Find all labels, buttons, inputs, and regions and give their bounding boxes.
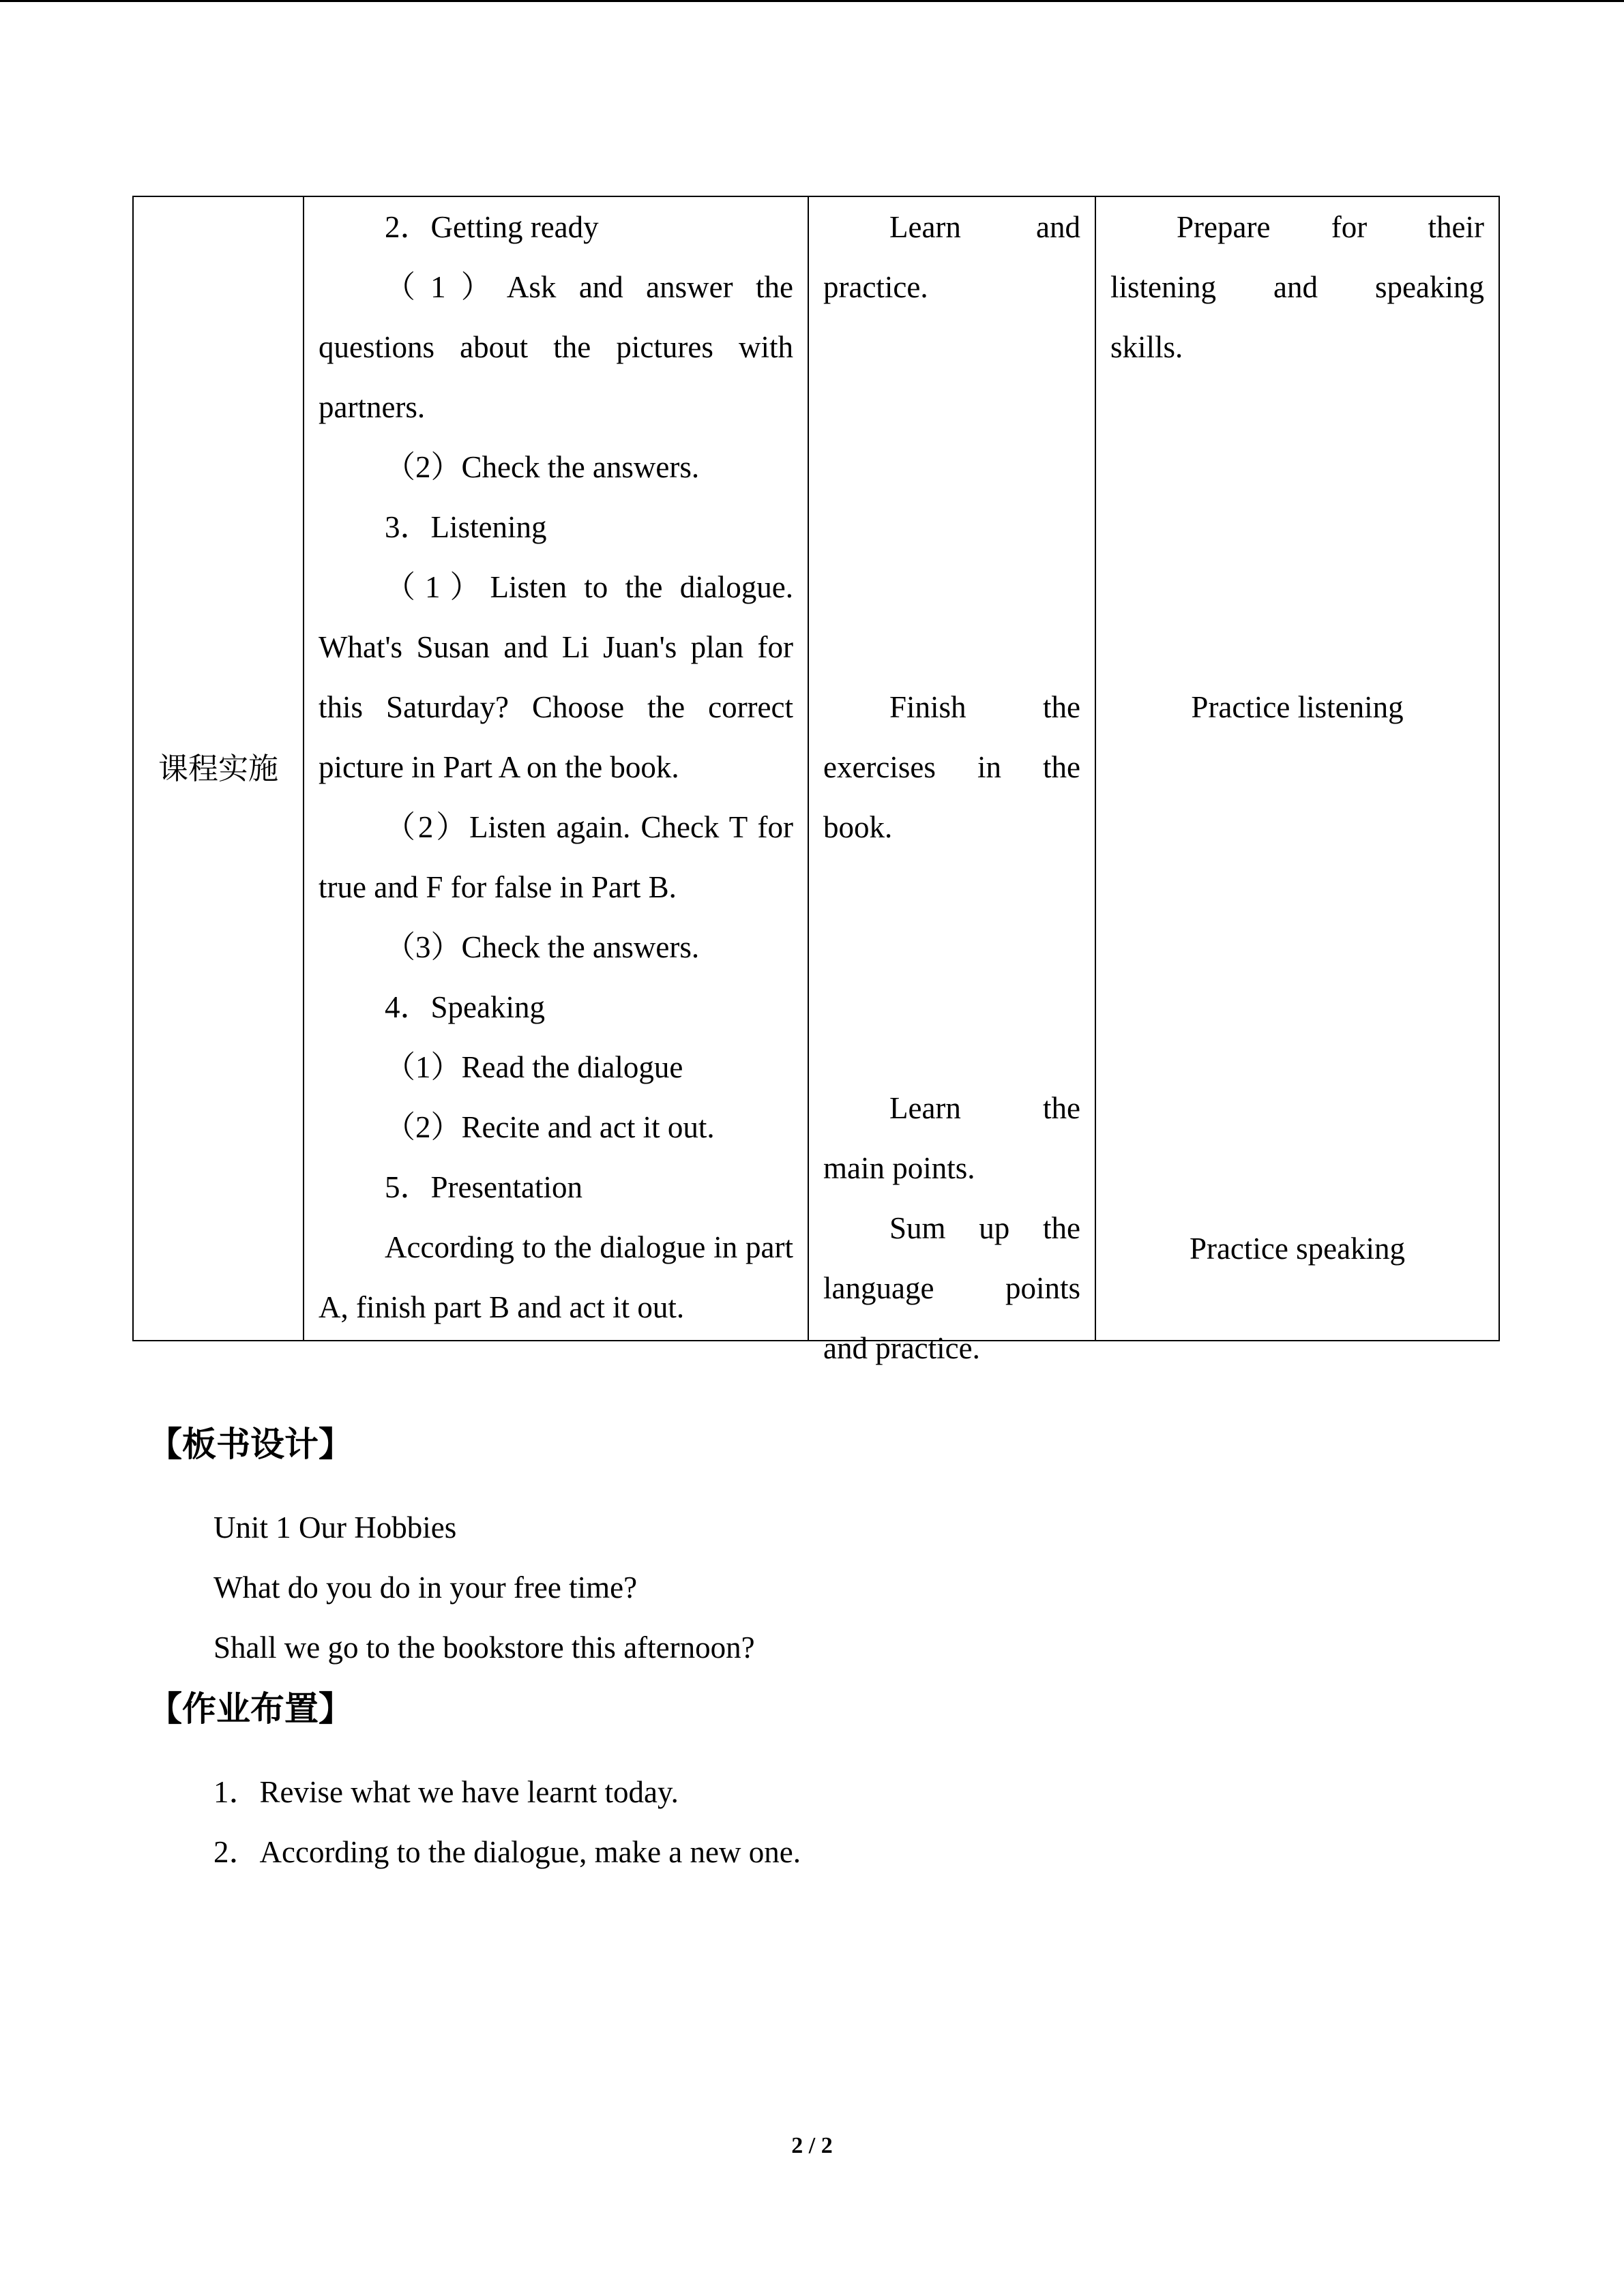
step-3-title: 3．Listening: [385, 510, 547, 544]
activity-2: [823, 677, 1080, 857]
page-number: 2 / 2: [791, 2133, 833, 2158]
activities-cell: [808, 196, 1095, 1365]
aim-3: Practice speaking: [1189, 1232, 1406, 1266]
step-4-1: （1）Read the dialogue: [385, 1050, 683, 1084]
row-label: 课程实施: [158, 751, 278, 786]
board-design-heading: 【板书设计】: [148, 1425, 353, 1464]
activity-2-line-2: exercises in the: [823, 750, 1080, 784]
aim-1: [1110, 197, 1484, 377]
board-line-2: What do you do in your free time?: [213, 1570, 638, 1605]
activity-4-line-1: Sum up the: [889, 1211, 1080, 1245]
aim-1-line-1: Prepare for their: [1177, 210, 1484, 244]
step-2-1: （1）Ask and answer the questions about the pictures with partners.: [319, 270, 793, 424]
activity-2-line-3: book.: [823, 810, 893, 844]
homework-item-2: 2．According to the dialogue, make a new one.: [213, 1835, 801, 1869]
top-rule: [0, 0, 1624, 2]
aims-cell: [1095, 196, 1499, 1341]
activity-1: [823, 197, 1080, 317]
step-5-title: 5．Presentation: [385, 1170, 582, 1204]
lesson-table: [132, 196, 1500, 1365]
activity-2-line-1: Finish the: [889, 690, 1080, 724]
step-2-title: 2．Getting ready: [385, 210, 599, 244]
homework-heading: 【作业布置】: [148, 1689, 353, 1729]
aim-1-line-3: skills.: [1110, 330, 1183, 364]
board-line-1: Unit 1 Our Hobbies: [213, 1510, 457, 1545]
activity-4-line-3: and practice.: [823, 1331, 980, 1365]
step-3-2: （2）Listen again. Check T for true and F for false in Part B.: [319, 810, 793, 904]
step-3-3: （3）Check the answers.: [385, 930, 700, 964]
activity-3: [823, 1078, 1080, 1198]
aim-1-line-2: listening and speaking: [1110, 270, 1484, 304]
step-3-1: （1）Listen to the dialogue. What's Susan and Li Juan's plan for this Saturday? Choose the correct picture in Part A on the book.: [319, 570, 793, 784]
steps-cell: [304, 196, 808, 1341]
homework-item-1: 1．Revise what we have learnt today.: [213, 1775, 679, 1809]
activity-3-line-2: main points.: [823, 1151, 975, 1185]
aim-2: Practice listening: [1191, 690, 1404, 724]
step-5-1: According to the dialogue in part A, finish part B and act it out.: [319, 1230, 793, 1324]
step-4-title: 4．Speaking: [385, 990, 545, 1024]
activity-3-line-1: Learn the: [889, 1091, 1080, 1125]
row-label-cell: [133, 196, 304, 1341]
board-line-3: Shall we go to the bookstore this afternoon?: [213, 1630, 755, 1665]
activity-4-line-2: language points: [823, 1271, 1080, 1305]
step-4-2: （2）Recite and act it out.: [385, 1110, 715, 1144]
steps-content: [304, 197, 808, 1337]
table-row: [133, 196, 1499, 1341]
activity-1-line-2: practice.: [823, 270, 928, 304]
step-2-2: （2）Check the answers.: [385, 450, 700, 484]
activity-1-line-1: Learn and: [889, 210, 1080, 244]
activity-4: [823, 1198, 1080, 1378]
